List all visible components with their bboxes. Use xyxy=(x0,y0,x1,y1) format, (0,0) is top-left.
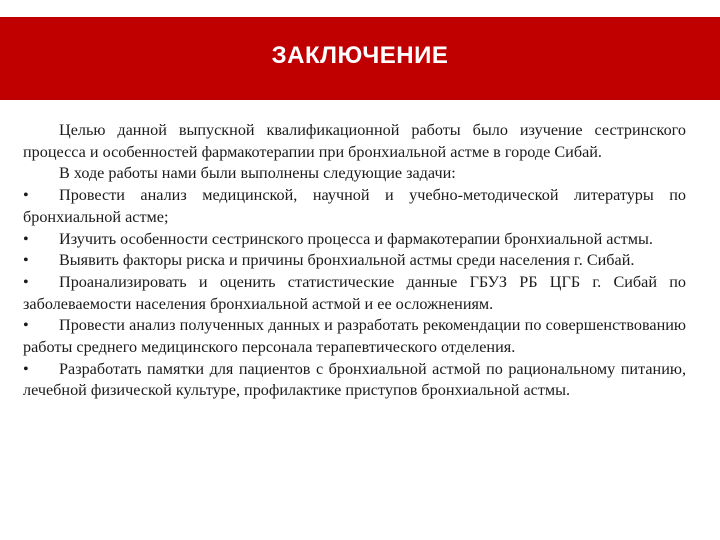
title-banner xyxy=(0,17,720,100)
intro-paragraph: Целью данной выпускной квалификационной работы было изучение сестринского процесса и особенностей фармакотерапии при бронхиальной астме в городе Сибай. xyxy=(23,121,686,161)
task-text: Разработать памятки для пациентов с бронхиальной астмой по рациональному питанию, лечебной физической культуре, профилактике приступов бронхиальной астмы. xyxy=(23,359,686,400)
task-text: Проанализировать и оценить статистические данные ГБУЗ РБ ЦГБ г. Сибай по заболеваемости населения бронхиальной астмой и ее осложнениям. xyxy=(23,272,686,313)
task-text: Провести анализ полученных данных и разработать рекомендации по совершенствованию работы среднего медицинского персонала терапевтического отделения. xyxy=(23,316,686,357)
bullet-icon: • xyxy=(23,316,29,335)
bullet-icon: • xyxy=(23,359,29,378)
slide-title: ЗАКЛЮЧЕНИЕ xyxy=(271,41,449,69)
task-item xyxy=(23,250,686,272)
task-item xyxy=(23,229,686,251)
bullet-icon: • xyxy=(23,272,29,291)
bullet-icon: • xyxy=(23,229,29,248)
bullet-icon: • xyxy=(23,251,29,270)
task-item xyxy=(23,359,686,402)
task-text: Выявить факторы риска и причины бронхиальной астмы среди населения г. Сибай. xyxy=(59,251,635,270)
tasks-intro-paragraph: В ходе работы нами были выполнены следующие задачи: xyxy=(59,164,456,183)
task-text: Провести анализ медицинской, научной и учебно-методической литературы по бронхиальной астме; xyxy=(23,186,686,226)
bullet-icon: • xyxy=(23,186,29,205)
task-item xyxy=(23,272,686,315)
task-text: Изучить особенности сестринского процесса и фармакотерапии бронхиальной астмы. xyxy=(59,229,653,248)
task-item xyxy=(23,315,686,358)
task-item xyxy=(23,185,686,228)
conclusion-text xyxy=(23,120,686,402)
